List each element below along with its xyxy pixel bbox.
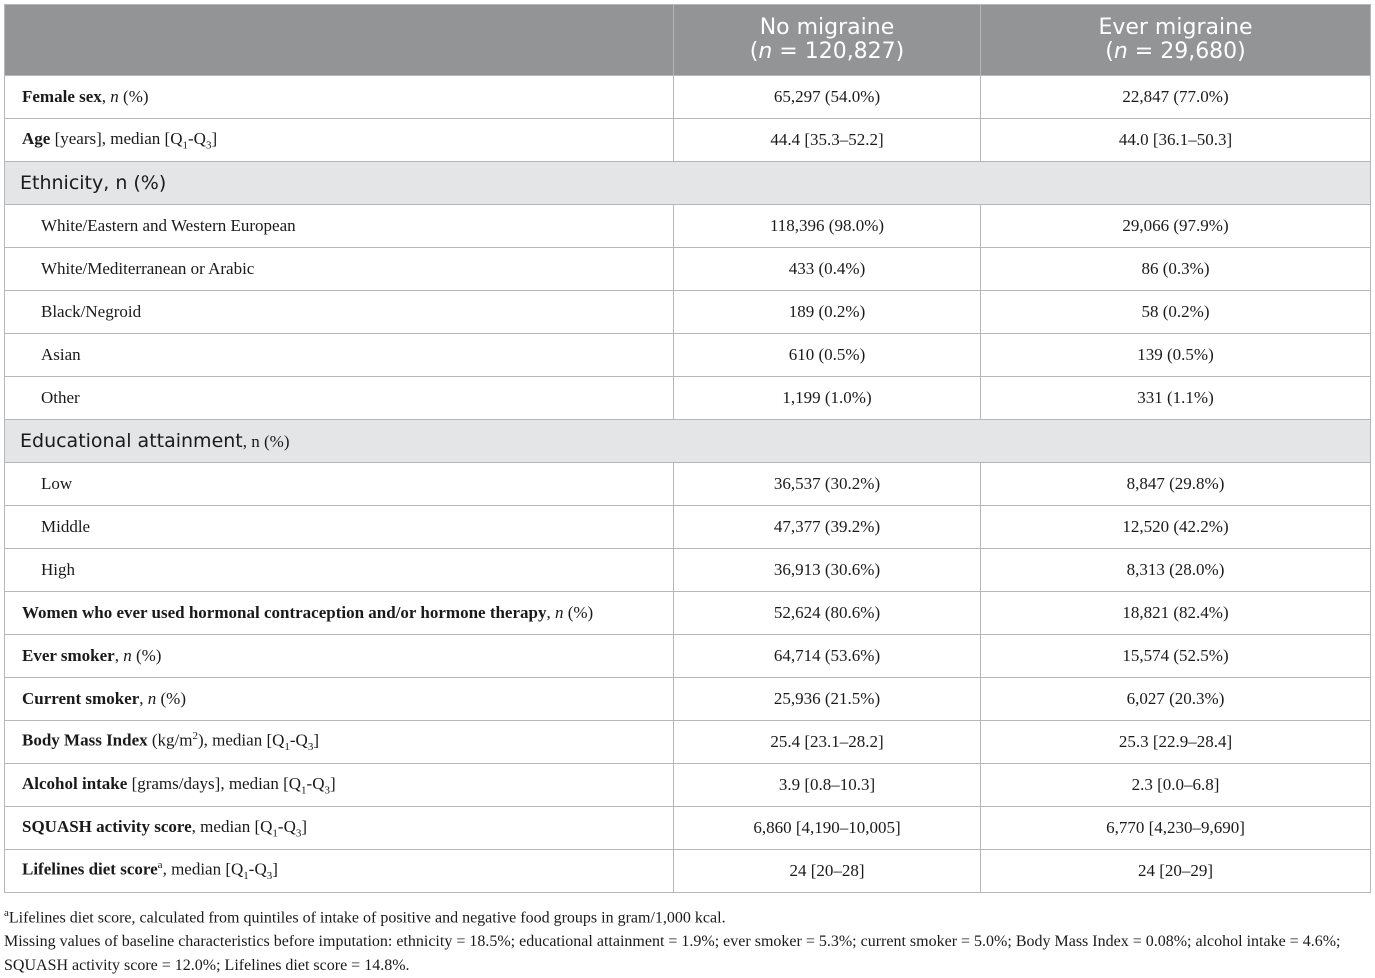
row-label-low: Low — [5, 463, 674, 506]
cell-ever-migraine: 2.3 [0.0–6.8] — [981, 764, 1371, 807]
row-label-middle: Middle — [5, 506, 674, 549]
row-label-white-mediterranean: White/Mediterranean or Arabic — [5, 248, 674, 291]
cell-ever-migraine: 12,520 (42.2%) — [981, 506, 1371, 549]
cell-no-migraine: 189 (0.2%) — [674, 291, 981, 334]
table-row — [5, 764, 1371, 807]
cell-ever-migraine: 18,821 (82.4%) — [981, 592, 1371, 635]
baseline-characteristics-table — [4, 4, 1371, 893]
cell-no-migraine: 25,936 (21.5%) — [674, 678, 981, 721]
header-ever-migraine-n: (n = 29,680) — [1105, 39, 1246, 64]
row-label-current-smoker: Current smoker, n (%) — [5, 678, 674, 721]
row-label-alcohol: Alcohol intake [grams/days], median $[Q_1-Q_3]$ — [5, 764, 674, 807]
header-empty-cell — [5, 5, 674, 76]
cell-ever-migraine: 6,770 [4,230–9,690] — [981, 807, 1371, 850]
cell-no-migraine: 47,377 (39.2%) — [674, 506, 981, 549]
header-ever-migraine — [981, 5, 1371, 76]
table-row — [5, 635, 1371, 678]
row-label-asian: Asian — [5, 334, 674, 377]
section-row-education — [5, 420, 1371, 463]
cell-no-migraine: 36,913 (30.6%) — [674, 549, 981, 592]
table-row — [5, 119, 1371, 162]
cell-ever-migraine: 58 (0.2%) — [981, 291, 1371, 334]
cell-no-migraine: 3.9 [0.8–10.3] — [674, 764, 981, 807]
header-row — [5, 5, 1371, 76]
table-row — [5, 807, 1371, 850]
cell-no-migraine: 24 [20–28] — [674, 850, 981, 893]
cell-no-migraine: 36,537 (30.2%) — [674, 463, 981, 506]
table-row — [5, 592, 1371, 635]
cell-no-migraine: 65,297 (54.0%) — [674, 76, 981, 119]
cell-no-migraine: 1,199 (1.0%) — [674, 377, 981, 420]
table-container — [4, 4, 1370, 978]
cell-ever-migraine: 139 (0.5%) — [981, 334, 1371, 377]
row-label-ever-smoker: Ever smoker, n (%) — [5, 635, 674, 678]
table-row — [5, 334, 1371, 377]
row-label-black: Black/Negroid — [5, 291, 674, 334]
footnote-a: $^a$Lifelines diet score, calculated from quintiles of intake of positive and negative food groups in gram/1,000 kcal. — [4, 907, 726, 927]
row-label-female-sex: Female sex, n (%) — [5, 76, 674, 119]
row-label-squash: SQUASH activity score, median $[Q_1-Q_3]$ — [5, 807, 674, 850]
cell-ever-migraine: 15,574 (52.5%) — [981, 635, 1371, 678]
cell-ever-migraine: 25.3 [22.9–28.4] — [981, 721, 1371, 764]
footnote-missing: Missing values of baseline characteristics before imputation: ethnicity = 18.5%; educational attainment = 1.9%; ever smoker = 5.3%; current smoker = 5.0%; Body Mass Index = 0.08%; alcohol intake = 4.6%; SQUASH activity score = 12.0%; Lifelines diet score = 14.8%. — [4, 933, 1341, 975]
cell-ever-migraine: 6,027 (20.3%) — [981, 678, 1371, 721]
cell-no-migraine: 610 (0.5%) — [674, 334, 981, 377]
table-footnotes — [4, 901, 1370, 978]
cell-ever-migraine: 22,847 (77.0%) — [981, 76, 1371, 119]
header-no-migraine — [674, 5, 981, 76]
cell-ever-migraine: 8,847 (29.8%) — [981, 463, 1371, 506]
table-row — [5, 76, 1371, 119]
cell-ever-migraine: 24 [20–29] — [981, 850, 1371, 893]
cell-no-migraine: 118,396 (98.0%) — [674, 205, 981, 248]
table-row — [5, 506, 1371, 549]
section-title-ethnicity: Ethnicity, n (%) — [5, 162, 1371, 205]
section-title-education: Educational attainment, n (%) — [5, 420, 1371, 463]
table-row — [5, 377, 1371, 420]
table-row — [5, 291, 1371, 334]
header-no-migraine-n: (n = 120,827) — [749, 39, 905, 64]
header-ever-migraine-title: Ever migraine — [1098, 15, 1253, 40]
table-row — [5, 463, 1371, 506]
cell-no-migraine: 44.4 [35.3–52.2] — [674, 119, 981, 162]
row-label-white-european: White/Eastern and Western European — [5, 205, 674, 248]
cell-no-migraine: 25.4 [23.1–28.2] — [674, 721, 981, 764]
cell-ever-migraine: 86 (0.3%) — [981, 248, 1371, 291]
row-label-hormonal: Women who ever used hormonal contraception and/or hormone therapy, n (%) — [5, 592, 674, 635]
table-row — [5, 205, 1371, 248]
cell-ever-migraine: 44.0 [36.1–50.3] — [981, 119, 1371, 162]
table-row — [5, 549, 1371, 592]
row-label-diet-score: Lifelines diet score$^a$, median $[Q_1-Q_3]$ — [5, 850, 674, 893]
header-no-migraine-title: No migraine — [759, 15, 895, 40]
cell-no-migraine: 433 (0.4%) — [674, 248, 981, 291]
table-row — [5, 248, 1371, 291]
section-row-ethnicity — [5, 162, 1371, 205]
row-label-age: Age [years], median $[Q_1-Q_3]$ — [5, 119, 674, 162]
cell-ever-migraine: 331 (1.1%) — [981, 377, 1371, 420]
cell-no-migraine: 6,860 [4,190–10,005] — [674, 807, 981, 850]
row-label-other: Other — [5, 377, 674, 420]
cell-no-migraine: 52,624 (80.6%) — [674, 592, 981, 635]
row-label-high: High — [5, 549, 674, 592]
cell-ever-migraine: 8,313 (28.0%) — [981, 549, 1371, 592]
cell-no-migraine: 64,714 (53.6%) — [674, 635, 981, 678]
cell-ever-migraine: 29,066 (97.9%) — [981, 205, 1371, 248]
table-row — [5, 678, 1371, 721]
row-label-bmi: Body Mass Index $(kg/m^2)$, median $[Q_1-Q_3]$ — [5, 721, 674, 764]
table-row — [5, 721, 1371, 764]
table-row — [5, 850, 1371, 893]
